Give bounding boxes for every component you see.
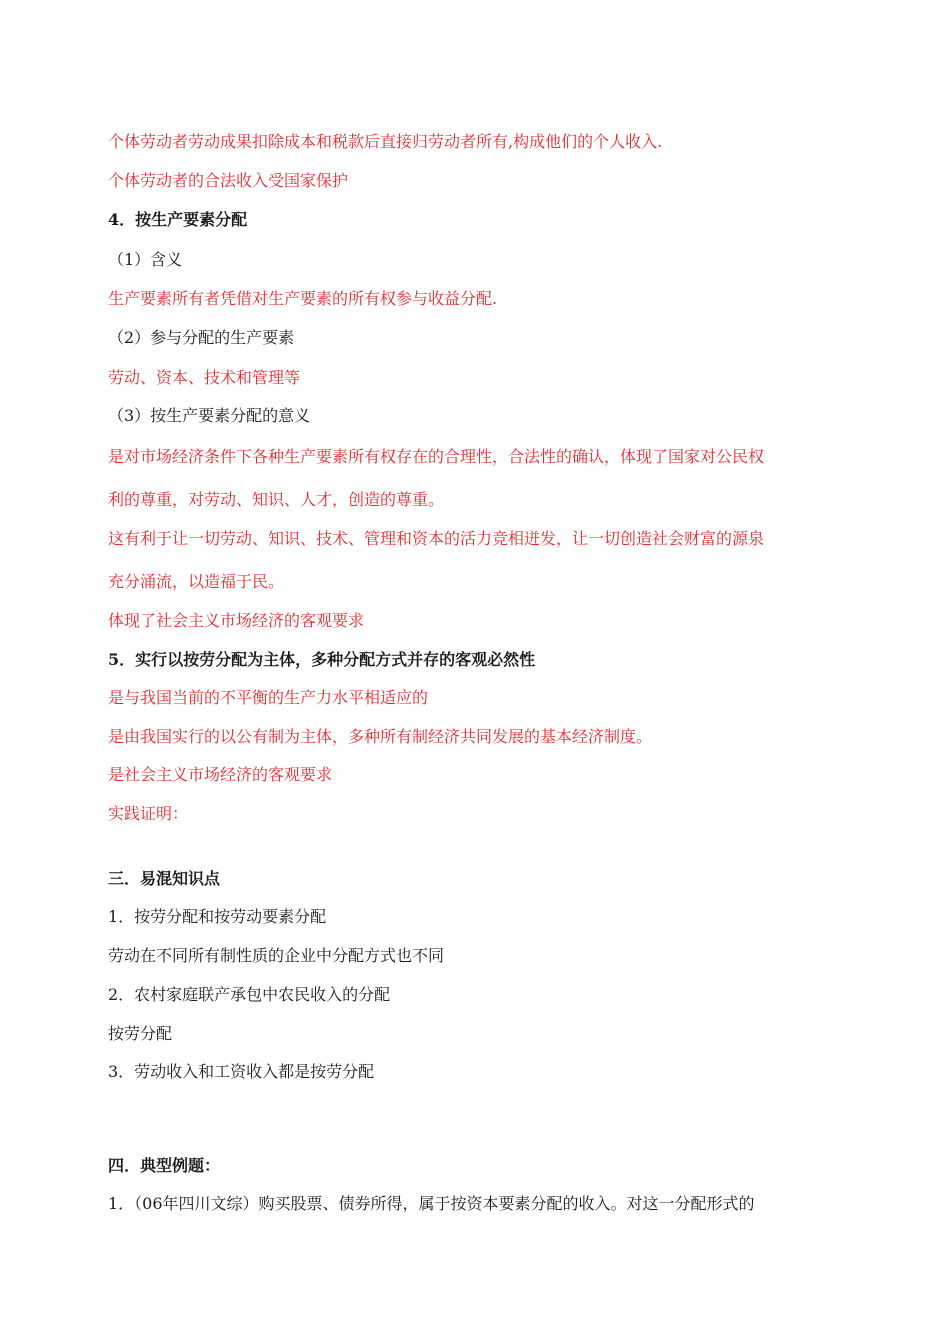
text-line: 生产要素所有者凭借对生产要素的所有权参与收益分配. <box>108 289 498 308</box>
text-line: 劳动在不同所有制性质的企业中分配方式也不同 <box>108 946 445 965</box>
text-line: 这有利于让一切劳动、知识、技术、管理和资本的活力竞相迸发，让一切创造社会财富的源泉 <box>108 529 765 548</box>
sub-heading: （1）含义 <box>108 250 183 269</box>
section-heading: 4．按生产要素分配 <box>108 210 248 229</box>
text-line: 个体劳动者的合法收入受国家保护 <box>108 171 349 190</box>
text-line: 是由我国实行的以公有制为主体，多种所有制经济共同发展的基本经济制度。 <box>108 727 653 746</box>
text-line: 是社会主义市场经济的客观要求 <box>108 765 333 784</box>
section-heading: 5．实行以按劳分配为主体，多种分配方式并存的客观必然性 <box>108 650 536 669</box>
text-line: 是对市场经济条件下各种生产要素所有权存在的合理性，合法性的确认，体现了国家对公民权 <box>108 447 765 466</box>
text-line: 按劳分配 <box>108 1024 173 1043</box>
text-line: 劳动、资本、技术和管理等 <box>108 368 301 387</box>
sub-heading: （3）按生产要素分配的意义 <box>108 406 311 425</box>
text-line: 充分涌流，以造福于民。 <box>108 572 285 591</box>
list-item: 1．（06年四川文综）购买股票、债券所得，属于按资本要素分配的收入。对这一分配形式的 <box>108 1194 755 1213</box>
text-line: 利的尊重，对劳动、知识、人才，创造的尊重。 <box>108 490 445 509</box>
sub-heading: （2）参与分配的生产要素 <box>108 328 295 347</box>
text-line: 是与我国当前的不平衡的生产力水平相适应的 <box>108 688 429 707</box>
text-line: 体现了社会主义市场经济的客观要求 <box>108 611 365 630</box>
text-line: 实践证明： <box>108 804 189 823</box>
list-item: 3．劳动收入和工资收入都是按劳分配 <box>108 1062 375 1081</box>
text-line: 个体劳动者劳动成果扣除成本和税款后直接归劳动者所有,构成他们的个人收入. <box>108 132 663 151</box>
list-item: 1．按劳分配和按劳动要素分配 <box>108 907 327 926</box>
section-heading: 四．典型例题： <box>108 1156 221 1175</box>
section-heading: 三．易混知识点 <box>108 869 221 888</box>
list-item: 2．农村家庭联产承包中农民收入的分配 <box>108 985 391 1004</box>
